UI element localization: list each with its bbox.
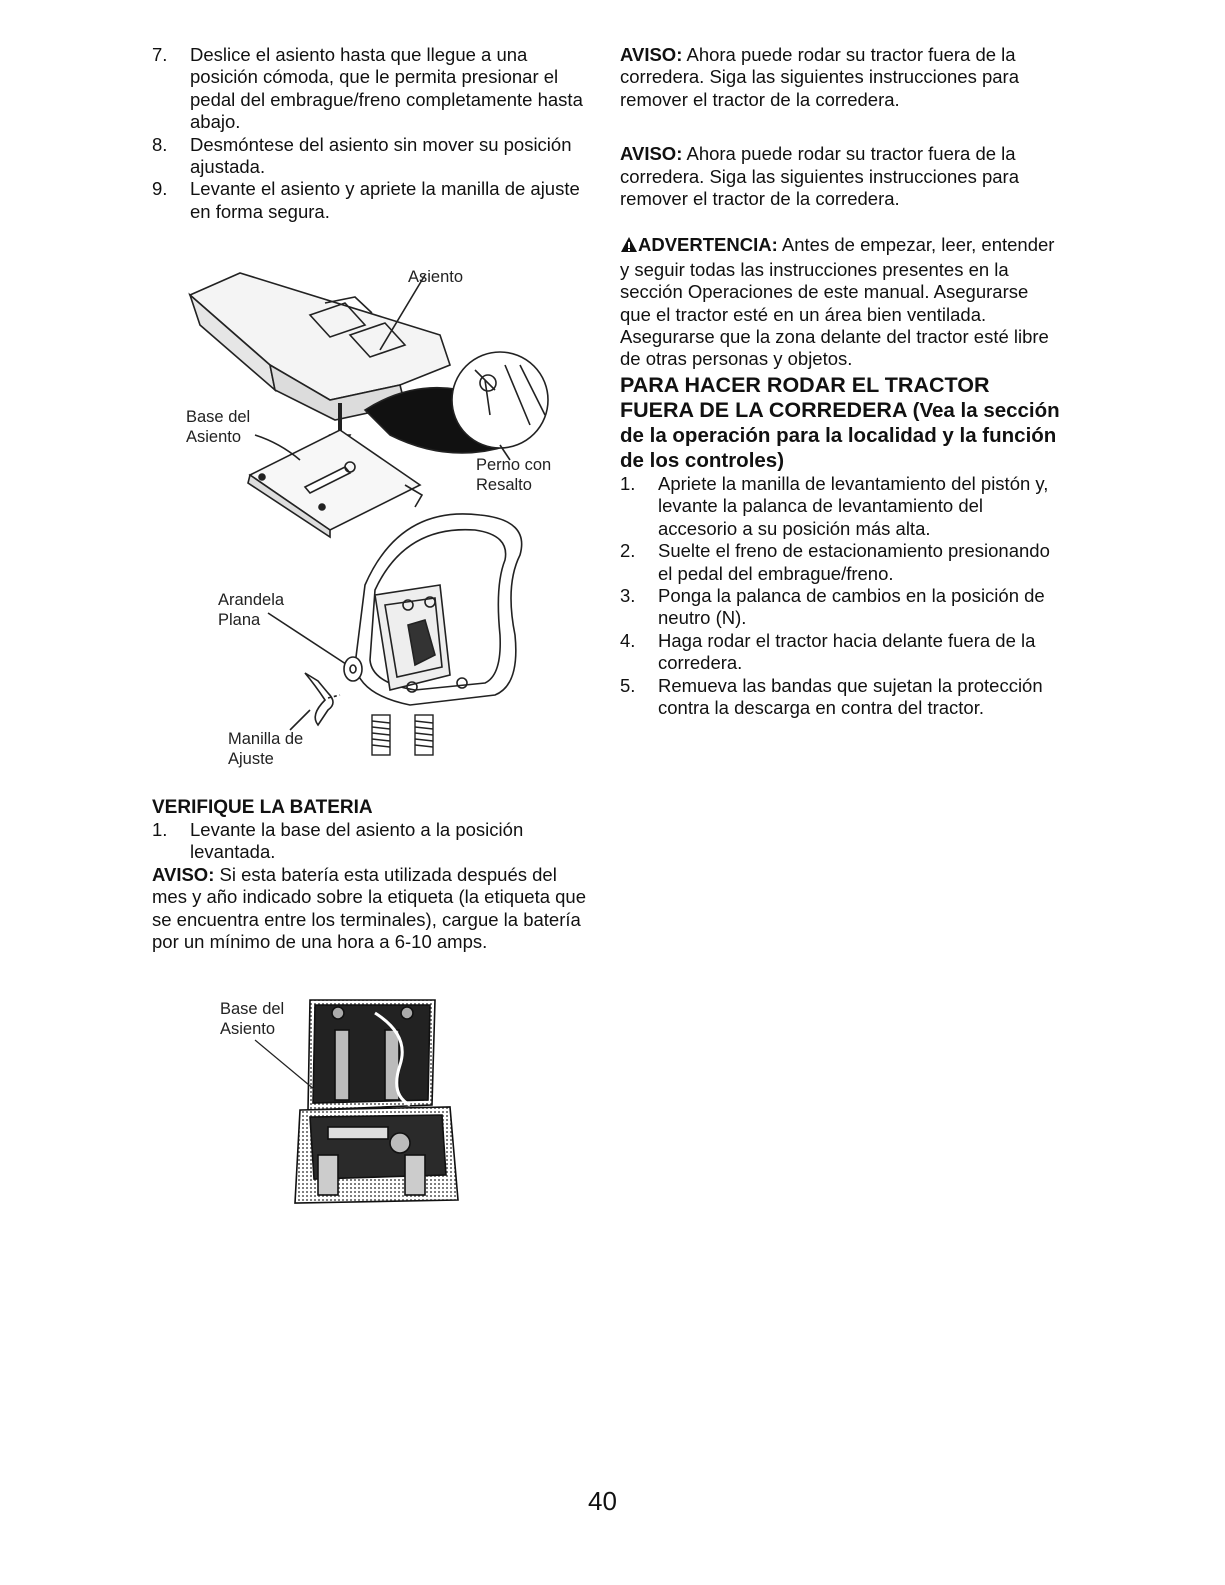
list-item: 8. Desmóntese del asiento sin mover su posición ajustada. xyxy=(152,133,572,178)
base-del-label: Base del xyxy=(186,408,251,426)
plana-label: Plana xyxy=(218,611,261,629)
section-heading: PARA HACER RODAR EL TRACTOR FUERA DE LA CORREDERA (Vea la sección de la operación para la localidad y la función de los controles) xyxy=(620,372,1060,472)
right-column xyxy=(620,44,1060,719)
seat-adjust-steps xyxy=(152,44,592,223)
arandela-label: Arandela xyxy=(218,591,285,609)
battery-base-asiento-label: Asiento xyxy=(220,1020,276,1038)
perno-label: Perno con xyxy=(476,456,552,474)
list-item: 3. Ponga la palanca de cambios en la posición de neutro (N). xyxy=(620,584,1045,629)
manilla-label: Manilla de xyxy=(228,730,304,748)
battery-section xyxy=(152,797,592,953)
tractor-steps xyxy=(620,473,1060,719)
list-item: 9. Levante el asiento y apriete la manilla de ajuste en forma segura. xyxy=(152,178,580,222)
battery-steps xyxy=(152,819,592,864)
list-item: 2. Suelte el freno de estacionamiento presionando el pedal del embrague/freno. xyxy=(620,540,1050,584)
resalto-label: Resalto xyxy=(476,476,532,494)
warning-paragraph: ADVERTENCIA: Antes de empezar, leer, entender y seguir todas las instrucciones presentes en la sección Operaciones de este manual. Asegurarse que el tractor esté en un área bien ventilada. Asegurarse que la zona delante del tractor esté libre de otras personas y objetos. xyxy=(620,234,1055,370)
asiento-label: Asiento xyxy=(408,268,464,286)
seat-assembly-illustration xyxy=(150,255,590,775)
list-item: 7. Deslice el asiento hasta que llegue a una posición cómoda, que le permita presionar el pedal del embrague/freno completamente hasta abajo. xyxy=(152,44,583,133)
ajuste-label: Ajuste xyxy=(228,750,274,768)
battery-aviso: AVISO: Si esta batería esta utilizada después del mes y año indicado sobre la etiqueta (la etiqueta que se encuentra entre los terminales), cargue la batería por un mínimo de una hora a 6-10 amps. xyxy=(152,863,587,953)
battery-base-del-label: Base del xyxy=(220,1000,285,1018)
list-item: 4. Haga rodar el tractor hacia delante fuera de la corredera. xyxy=(620,629,1036,674)
page-number: 40 xyxy=(588,1486,617,1516)
warning-triangle-icon xyxy=(620,236,638,258)
left-column xyxy=(152,44,592,223)
list-item: 1. Apriete la manilla de levantamiento del pistón y, levante la palanca de levantamiento del accesorio a su posición más alta. xyxy=(620,472,1049,539)
battery-figure xyxy=(210,995,470,1210)
seat-assembly-figure xyxy=(150,255,590,775)
aviso-1: AVISO: Ahora puede rodar su tractor fuera de la corredera. Siga las siguientes instrucciones para remover el tractor de la corredera. xyxy=(620,44,1019,110)
battery-heading: VERIFIQUE LA BATERIA xyxy=(152,797,373,818)
aviso-2: AVISO: Ahora puede rodar su tractor fuera de la corredera. Siga las siguientes instrucciones para remover el tractor de la corredera. xyxy=(620,143,1019,210)
list-item: 1. Levante la base del asiento a la posición levantada. xyxy=(152,819,524,863)
list-item: 5. Remueva las bandas que sujetan la protección contra la descarga en contra del tractor. xyxy=(620,674,1043,718)
base-asiento-label: Asiento xyxy=(186,428,242,446)
